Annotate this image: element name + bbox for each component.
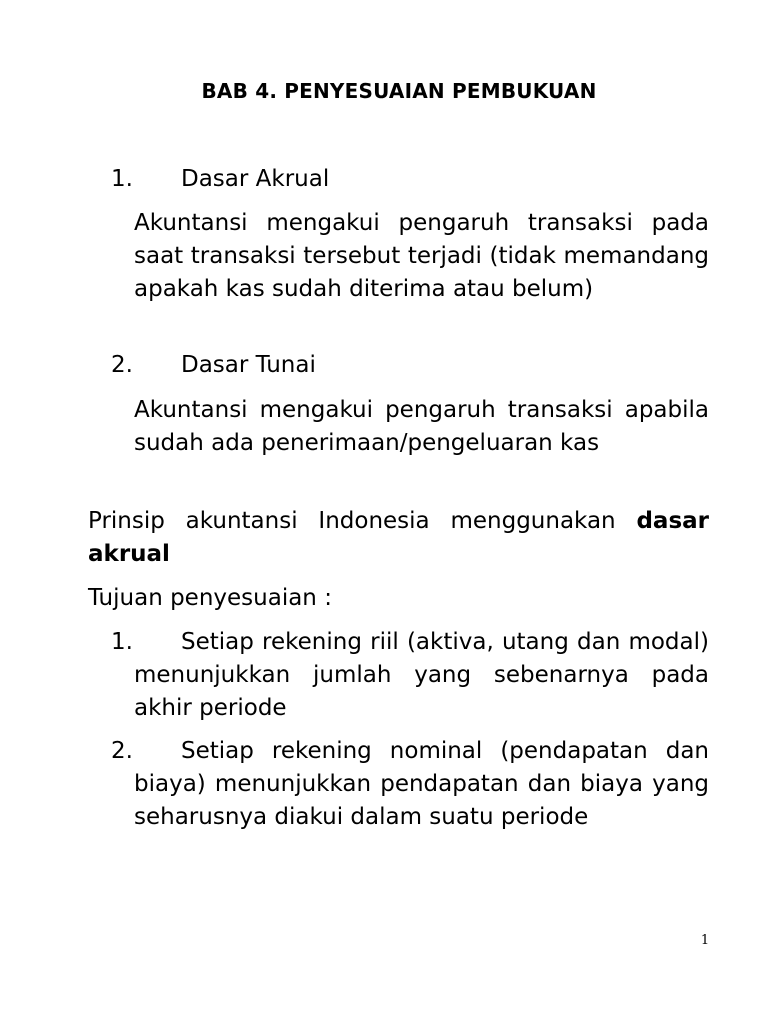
goal-item xyxy=(111,735,709,834)
section-body-dasar-tunai: Akuntansi mengakui pengaruh transaksi apabila sudah ada penerimaan/pengeluaran kas xyxy=(134,397,709,456)
section-heading-label: Dasar Akrual xyxy=(181,166,330,192)
page-title: BAB 4. PENYESUAIAN PEMBUKUAN xyxy=(201,79,597,103)
section-number: 1. xyxy=(111,166,133,192)
section-heading-dasar-tunai xyxy=(88,349,710,382)
section-number: 2. xyxy=(111,352,133,378)
principle-text: Prinsip akuntansi Indonesia menggunakan xyxy=(88,508,616,534)
goal-number: 1. xyxy=(111,629,133,655)
goal-number: 2. xyxy=(111,738,133,764)
principle-paragraph xyxy=(88,505,709,571)
page-number: 1 xyxy=(700,933,710,948)
goal-text: Setiap rekening nominal (pendapatan dan biaya) menunjukkan pendapatan dan biaya yang seharusnya diakui dalam suatu periode xyxy=(134,738,709,830)
section-heading-label: Dasar Tunai xyxy=(181,352,316,378)
section-heading-dasar-akrual xyxy=(88,163,710,196)
goals-heading: Tujuan penyesuaian : xyxy=(88,585,332,611)
goal-item xyxy=(111,626,709,725)
goal-text: Setiap rekening riil (aktiva, utang dan modal) menunjukkan jumlah yang sebenarnya pada akhir periode xyxy=(134,629,709,721)
section-body-dasar-akrual: Akuntansi mengakui pengaruh transaksi pada saat transaksi tersebut terjadi (tidak memandang apakah kas sudah diterima atau belum) xyxy=(134,210,709,302)
principle-bold-text: dasar akrual xyxy=(88,508,709,567)
